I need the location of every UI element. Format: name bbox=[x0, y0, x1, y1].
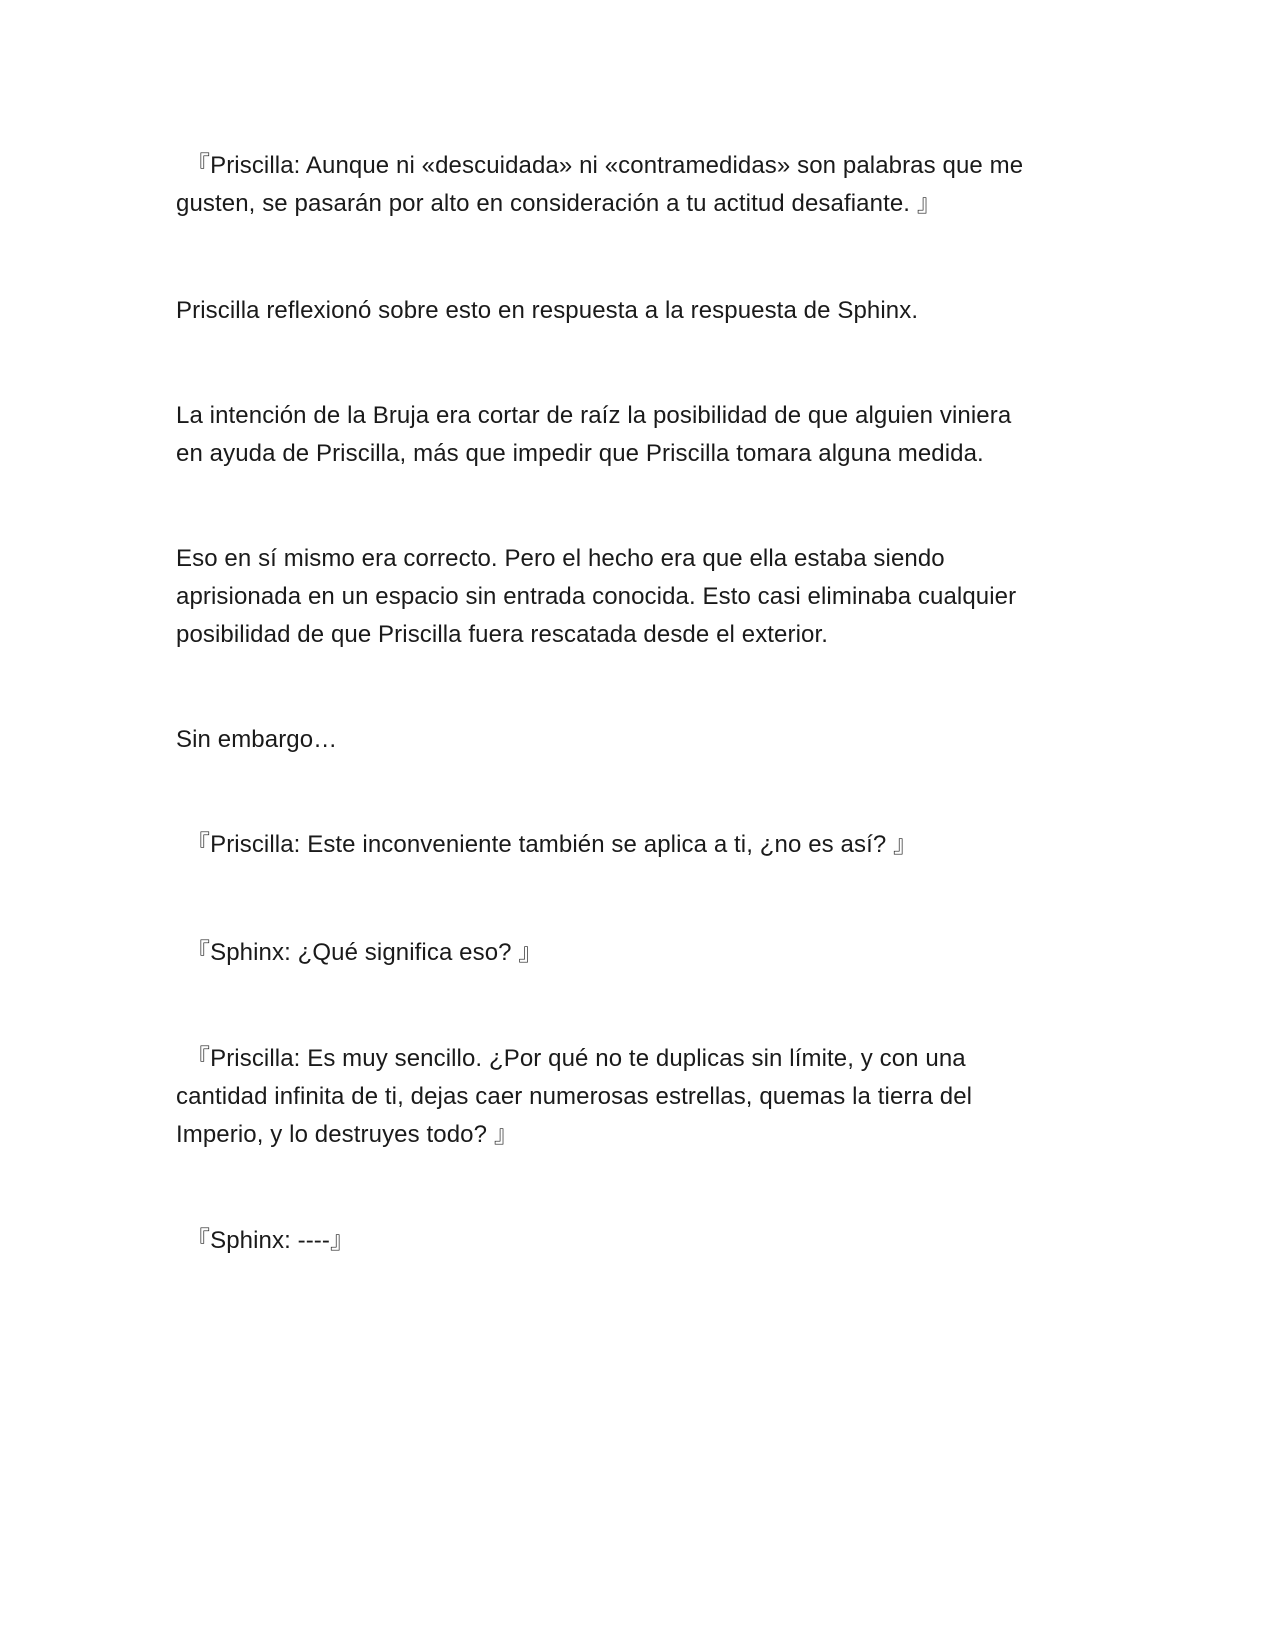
paragraph-line: Sin embargo… bbox=[176, 726, 338, 753]
paragraph-line: posibilidad de que Priscilla fuera rescatada desde el exterior. bbox=[176, 621, 829, 648]
paragraph-line: gusten, se pasarán por alto en consideración a tu actitud desafiante. 』 bbox=[176, 190, 941, 217]
paragraph-line: 『Sphinx: ----』 bbox=[186, 1227, 355, 1254]
paragraph-line: aprisionada en un espacio sin entrada conocida. Esto casi eliminaba cualquier bbox=[176, 583, 1017, 610]
paragraph-line: Priscilla reflexionó sobre esto en respuesta a la respuesta de Sphinx. bbox=[176, 297, 919, 324]
paragraph-line: La intención de la Bruja era cortar de raíz la posibilidad de que alguien viniera bbox=[176, 402, 1012, 429]
paragraph-line: cantidad infinita de ti, dejas caer numerosas estrellas, quemas la tierra del bbox=[176, 1083, 973, 1110]
paragraph-line: en ayuda de Priscilla, más que impedir que Priscilla tomara alguna medida. bbox=[176, 440, 984, 467]
paragraph-line: 『Sphinx: ¿Qué significa eso? 』 bbox=[186, 939, 543, 966]
paragraph-line: 『Priscilla: Este inconveniente también se aplica a ti, ¿no es así? 』 bbox=[186, 831, 918, 858]
paragraph-line: 『Priscilla: Aunque ni «descuidada» ni «contramedidas» son palabras que me bbox=[186, 152, 1024, 179]
paragraph-line: Imperio, y lo destruyes todo? 』 bbox=[176, 1121, 518, 1148]
paragraph-line: 『Priscilla: Es muy sencillo. ¿Por qué no te duplicas sin límite, y con una bbox=[186, 1045, 966, 1072]
paragraph-line: Eso en sí mismo era correcto. Pero el hecho era que ella estaba siendo bbox=[176, 545, 945, 572]
